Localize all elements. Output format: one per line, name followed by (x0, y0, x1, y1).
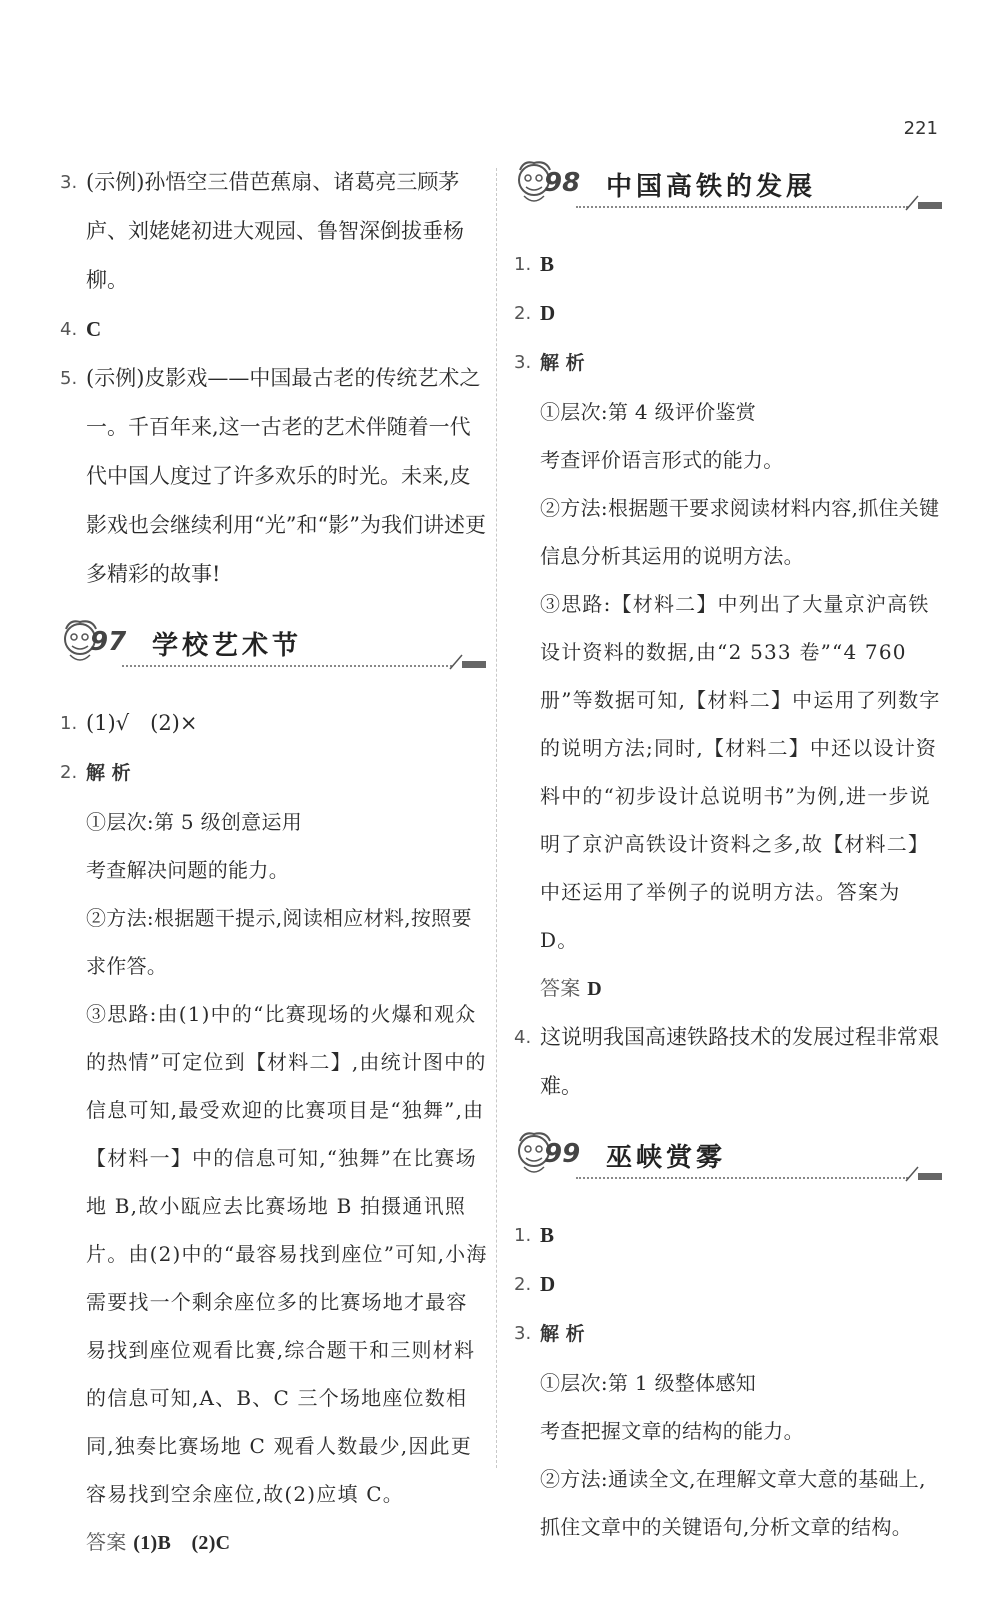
page-number: 221 (903, 118, 938, 139)
analysis-level: ①层次:第 5 级创意运用 (86, 810, 303, 834)
answer-text: B (540, 252, 555, 276)
analysis-level: ①层次:第 4 级评价鉴赏 (540, 400, 757, 424)
answer-text: (1)√ (2)× (86, 711, 198, 735)
answer-item-3: 3. 解 析 (514, 1323, 585, 1345)
answer-item-3: 3. (示例)孙悟空三借芭蕉扇、诸葛亮三顾茅庐、刘姥姥初进大观园、鲁智深倒拔垂杨柳。 (60, 170, 464, 292)
answer-text: (示例)孙悟空三借芭蕉扇、诸葛亮三顾茅庐、刘姥姥初进大观园、鲁智深倒拔垂杨柳。 (86, 170, 464, 292)
answer-text: D (540, 301, 556, 325)
answer-item-2: 2. 解 析 (60, 762, 131, 784)
answer-item-4: 4. 这说明我国高速铁路技术的发展过程非常艰难。 (514, 1025, 939, 1098)
section-number: 98 (544, 168, 581, 198)
section-number: 97 (90, 627, 127, 657)
answer-text: (示例)皮影戏——中国最古老的传统艺术之一。千百年来,这一古老的艺术伴随着一代代中国人度过了许多欢乐的时光。未来,皮影戏也会继续利用“光”和“影”为我们讲述更多精彩的故事! (86, 366, 486, 586)
answer-text: D (540, 1272, 556, 1296)
answer-item-4: 4. C (60, 317, 102, 341)
answer-item-1: 1. (1)√ (2)× (60, 711, 198, 735)
section-title: 中国高铁的发展 (606, 172, 817, 202)
section-title: 巫峡赏雾 (606, 1143, 727, 1173)
section-header-99 (514, 1129, 944, 1193)
answer-line: 答案 (1)B (2)C (86, 1530, 231, 1554)
analysis-ability: 考查解决问题的能力。 (86, 858, 289, 882)
answer-item-2: 2. D (514, 1272, 556, 1296)
section-title: 学校艺术节 (152, 631, 303, 661)
analysis-ability: 考查评价语言形式的能力。 (540, 448, 784, 472)
analysis-heading: 解 析 (540, 1323, 585, 1345)
answer-item-3: 3. 解 析 (514, 352, 585, 374)
section-header-97 (60, 617, 488, 681)
left-column (60, 158, 488, 1567)
answer-item-5: 5. (示例)皮影戏——中国最古老的传统艺术之一。千百年来,这一古老的艺术伴随着一代代中国人度过了许多欢乐的时光。未来,皮影戏也会继续利用“光”和“影”为我们讲述更多精彩的故事! (60, 366, 486, 586)
pen-icon (448, 651, 488, 671)
section-rule (576, 206, 908, 208)
analysis-ability: 考查把握文章的结构的能力。 (540, 1419, 804, 1443)
answer-text: C (86, 317, 102, 341)
analysis-method: ②方法:通读全文,在理解文章大意的基础上,抓住文章中的关键语句,分析文章的结构。 (540, 1467, 926, 1539)
section-rule (122, 665, 452, 667)
answer-item-2: 2. D (514, 301, 556, 325)
analysis-heading: 解 析 (86, 762, 131, 784)
answer-text: B (540, 1223, 555, 1247)
section-rule (576, 1177, 908, 1179)
analysis-level: ①层次:第 1 级整体感知 (540, 1371, 757, 1395)
column-divider (496, 168, 497, 1468)
answer-item-1: 1. B (514, 252, 555, 276)
analysis-method: ②方法:根据题干要求阅读材料内容,抓住关键信息分析其运用的说明方法。 (540, 496, 940, 568)
section-number: 99 (544, 1139, 581, 1169)
analysis-method: ②方法:根据题干提示,阅读相应材料,按照要求作答。 (86, 906, 472, 978)
answer-item-1: 1. B (514, 1223, 555, 1247)
analysis-thinking: ③思路:由(1)中的“比赛现场的火爆和观众的热情”可定位到【材料二】,由统计图中的信息可知,最受欢迎的比赛项目是“独舞”,由【材料一】中的信息可知,“独舞”在比赛场地 B,故小瓯应去比赛场地 B 拍摄通讯照片。由(2)中的“最容易找到座位”可知,小海需要找一个剩余座位多的比赛场地才最容易找到座位观看比赛,综合题干和三则材料的信息可知,A、B、C 三个场地座位数相同,独奏比赛场地 C 观看人数最少,因此更容易找到空余座位,故(2)应填 C。 (86, 1002, 488, 1506)
answer-line: 答案 D (540, 976, 603, 1000)
analysis-thinking: ③思路:【材料二】中列出了大量京沪高铁设计资料的数据,由“2 533 卷”“4 760 册”等数据可知,【材料二】中运用了列数字的说明方法;同时,【材料二】中还以设计资料中的“初步设计总说明书”为例,进一步说明了京沪高铁设计资料之多,故【材料二】中还运用了举例子的说明方法。答案为 D。 (540, 592, 941, 952)
section-header-98 (514, 158, 944, 222)
pen-icon (904, 192, 944, 212)
pen-icon (904, 1163, 944, 1183)
answer-text: 这说明我国高速铁路技术的发展过程非常艰难。 (540, 1025, 939, 1098)
right-column (514, 158, 944, 1551)
analysis-heading: 解 析 (540, 352, 585, 374)
